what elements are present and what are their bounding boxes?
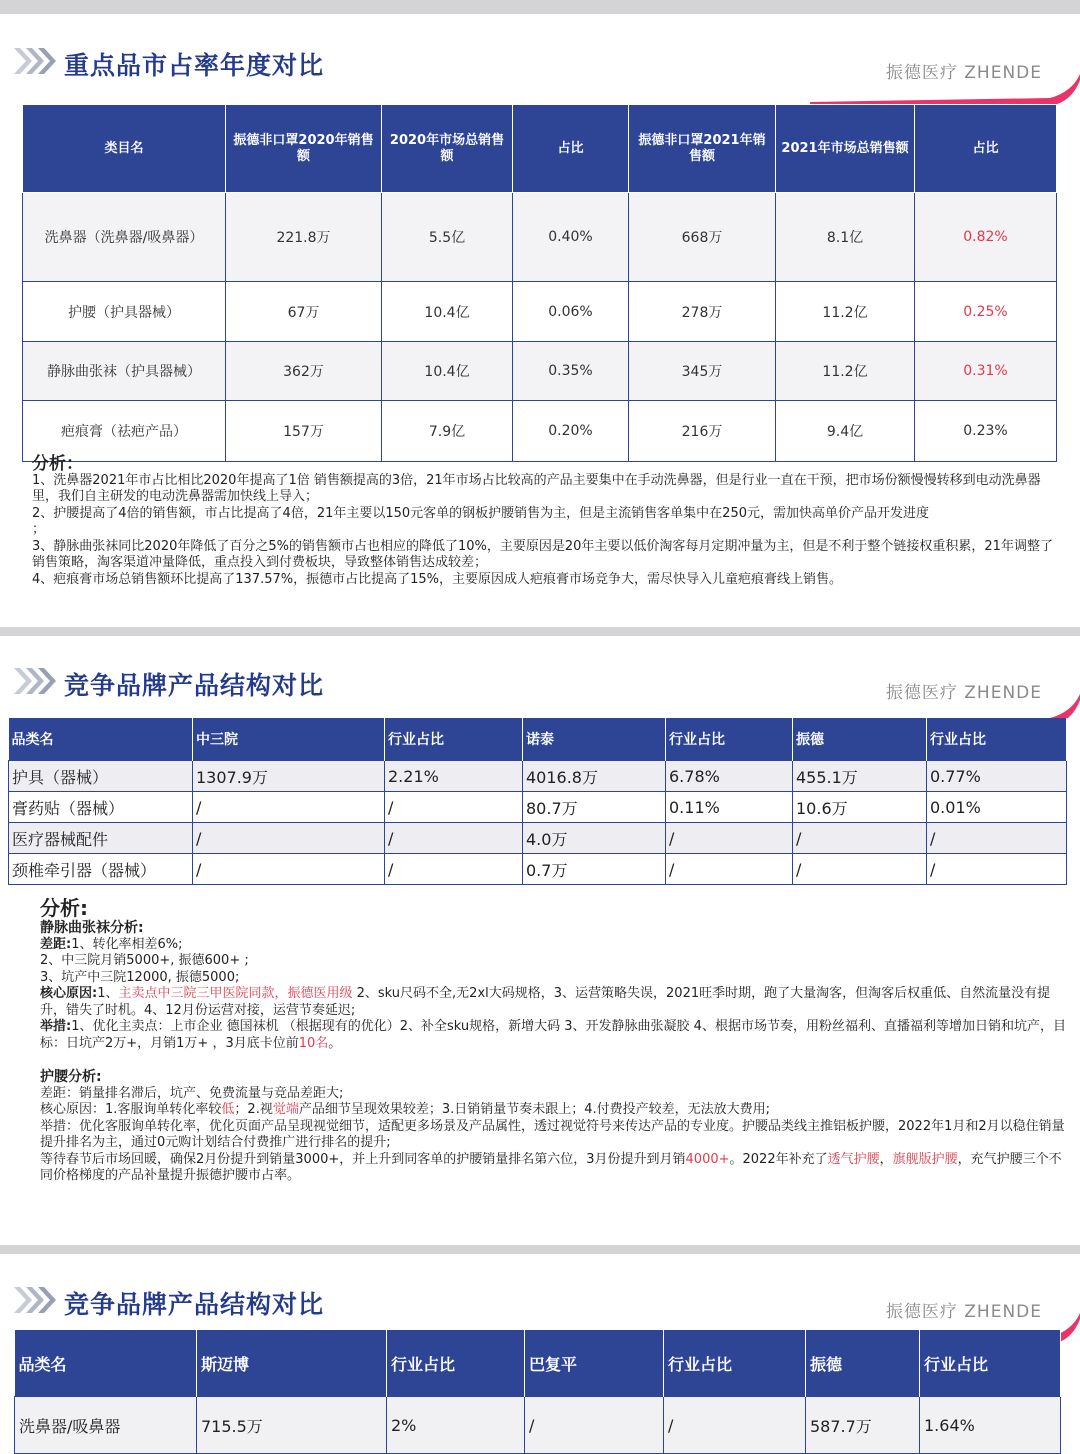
text: 产品细节呈现效果较差；3.日销销量节奏未跟上；4.付费投产较差，无法放大费用; [298, 1102, 771, 1117]
analysis-title: 分析： [32, 454, 83, 474]
column-header: 振德非口罩2020年销售额 [226, 105, 382, 193]
table-cell: 5.5亿 [382, 193, 513, 282]
table-cell: / [664, 1397, 806, 1454]
text: 等待春节后市场回暖，确保2月份提升到销量3000+，并上升到同客单的护腰销量排名第六位，3月份提升到月销 [40, 1151, 686, 1167]
table-cell: 587.7万 [806, 1397, 920, 1454]
table-cell: 7.9亿 [382, 401, 513, 462]
table-cell: 0.11% [666, 792, 793, 823]
text: ，充气护腰三个不同价格梯度的产品补量提升振德护腰市占率。 [40, 1151, 1062, 1183]
table-cell: / [193, 854, 385, 885]
analysis-line [40, 1019, 1072, 1052]
table-row [9, 761, 1067, 792]
brand-logo: 振德医疗 ZHENDE [885, 683, 1042, 703]
text: 1、优化主卖点：上市企业 德国袜机 （根据现有的优化）2、补全sku规格，新增大码 3、开发静脉曲张凝胶 4、根据市场节奏，用粉丝福利、直播福利等增加日销和坑产，目标：日坑产2万+，月销1万+ ，3月底卡位前 [40, 1019, 1066, 1051]
text: 核心原因：1.客服询单转化率较 [40, 1102, 222, 1117]
table-cell: / [793, 854, 927, 885]
table-header-row [9, 718, 1067, 761]
text: ；2.视 [234, 1102, 273, 1117]
analysis-item: 2、护腰提高了4倍的销售额，市占比提高了4倍，21年主要以150元客单的钢板护腰销售为主，但是主流销售客单集中在250元，需加快高单价产品开发进度 [32, 505, 929, 521]
table-cell: 11.2亿 [776, 342, 915, 401]
table-cell: 疤痕膏（祛疤产品） [23, 401, 226, 462]
table-row [23, 193, 1057, 282]
table-cell: 0.40% [513, 193, 629, 282]
table-cell: 345万 [629, 342, 776, 401]
top-separator [0, 0, 1080, 14]
analysis-line: 2、中三院月销5000+, 振德600+ ; [40, 953, 249, 968]
table-cell: 膏药贴（器械） [9, 792, 193, 823]
table-cell: 1.64% [920, 1397, 1061, 1454]
table-cell: 10.4亿 [382, 342, 513, 401]
table-cell: 362万 [226, 342, 382, 401]
column-header: 类目名 [23, 105, 226, 193]
highlight-text: 低 [221, 1102, 235, 1117]
page-title: 竞争品牌产品结构对比 [64, 671, 325, 700]
chevron-double-icon [12, 1283, 60, 1317]
table-cell: 静脉曲张袜（护具器械） [23, 342, 226, 401]
table-cell: / [193, 792, 385, 823]
table-cell: 护具（器械） [9, 761, 193, 792]
text: 1、 [97, 986, 119, 1001]
table-cell: / [385, 792, 523, 823]
table-cell: / [793, 823, 927, 854]
analysis-line: 举措：优化客服询单转化率，优化页面产品呈现视觉细节，适配更多场景及产品属性，透过视觉符号来传达产品的专业度。护腰品类线主推铝板护腰，2022年1月和2月以稳住销量提升排名为主，通过0元购计划结合付费推广进行排名的提升; [40, 1118, 1065, 1150]
table-cell: 0.06% [513, 282, 629, 342]
table-cell: 9.4亿 [776, 401, 915, 462]
table-cell: 80.7万 [523, 792, 666, 823]
table-row [9, 792, 1067, 823]
slide-header [0, 14, 1080, 104]
analysis-line: 差距：销量排名滞后，坑产、免费流量与竞品差距大; [40, 1085, 344, 1101]
analysis-line [40, 1152, 1072, 1185]
table-cell: 8.1亿 [776, 193, 915, 282]
table-cell: 715.5万 [197, 1397, 387, 1454]
column-header: 振德非口罩2021年销售额 [629, 105, 776, 193]
page-title: 竞争品牌产品结构对比 [64, 1290, 325, 1319]
column-header: 占比 [513, 105, 629, 193]
text: 。2022年补充了 [729, 1151, 828, 1167]
table-header-row [15, 1330, 1061, 1397]
table-cell: 10.6万 [793, 792, 927, 823]
table-cell: / [666, 854, 793, 885]
table-cell: 0.25% [915, 282, 1057, 342]
page-title: 重点品市占率年度对比 [64, 51, 325, 80]
text: 2、sku尺码不全,无2xl大码规格，3、运营策略失误，2021旺季时期，跑了大量淘客，但淘客后权重低、自然流量没有提升，错失了时机。4、12月份运营对接，运营节奏延迟; [40, 986, 1051, 1018]
text: 1、转化率相差6%; [71, 936, 183, 952]
column-header: 行业占比 [387, 1330, 525, 1397]
table-cell: 颈椎牵引器（器械） [9, 854, 193, 885]
table-cell: 0.20% [513, 401, 629, 462]
brand-logo: 振德医疗 ZHENDE [885, 63, 1042, 83]
label: 举措: [40, 1019, 72, 1034]
analysis-item: 4、疤痕膏市场总销售额环比提高了137.57%，振德市占比提高了15%，主要原因成人疤痕膏市场竞争大，需尽快导入儿童疤痕膏线上销售。 [32, 571, 843, 587]
table-row [15, 1397, 1061, 1454]
table-cell: / [525, 1397, 664, 1454]
chevron-double-icon [12, 44, 60, 78]
table-cell: 0.77% [927, 761, 1067, 792]
table-row [23, 282, 1057, 342]
column-header: 2020年市场总销售额 [382, 105, 513, 193]
table-cell: 221.8万 [226, 193, 382, 282]
table-cell: 洗鼻器/吸鼻器 [15, 1397, 197, 1454]
text: 。 [328, 1035, 342, 1051]
analysis-line [40, 986, 1072, 1019]
column-header: 振德 [806, 1330, 920, 1397]
analysis-item: 3、静脉曲张袜同比2020年降低了百分之5%的销售额市占也相应的降低了10%，主要原因是20年主要以低价淘客每月定期冲量为主，但是不利于整个链接权重积累，21年调整了销售策略，淘客渠道冲量降低，重点投入到付费板块，导致整体销售达成较差； [32, 538, 1053, 570]
table-row [23, 401, 1057, 462]
competitor-table [8, 718, 1067, 885]
column-header: 品类名 [15, 1330, 197, 1397]
table-cell: 洗鼻器（洗鼻器/吸鼻器） [23, 193, 226, 282]
table-cell: 157万 [226, 401, 382, 462]
table-cell: 10.4亿 [382, 282, 513, 342]
column-header: 行业占比 [920, 1330, 1061, 1397]
highlight-text: 主卖点中三院三甲医院同款，振德医用级 [118, 986, 353, 1001]
table-cell: 11.2亿 [776, 282, 915, 342]
column-header: 占比 [915, 105, 1057, 193]
table-cell: / [927, 823, 1067, 854]
chevron-double-icon [12, 664, 60, 698]
column-header: 巴复平 [525, 1330, 664, 1397]
column-header: 中三院 [193, 718, 385, 761]
column-header: 诺泰 [523, 718, 666, 761]
table-cell: 278万 [629, 282, 776, 342]
brand-logo: 振德医疗 ZHENDE [885, 1302, 1042, 1322]
column-header: 斯迈博 [197, 1330, 387, 1397]
section-title: 静脉曲张袜分析: [40, 920, 144, 936]
table-cell: 67万 [226, 282, 382, 342]
table-cell: 2.21% [385, 761, 523, 792]
highlight-text: 4000+ [685, 1151, 730, 1167]
table-cell: 医疗器械配件 [9, 823, 193, 854]
highlight-text: 10名 [298, 1035, 329, 1051]
table-cell: 6.78% [666, 761, 793, 792]
highlight-text: 透气护腰 [827, 1151, 880, 1167]
column-header: 行业占比 [385, 718, 523, 761]
table-cell: 0.23% [915, 401, 1057, 462]
table-cell: 2% [387, 1397, 525, 1454]
analysis-item: ； [32, 522, 46, 537]
highlight-text: 觉端 [272, 1102, 299, 1117]
table-cell: 455.1万 [793, 761, 927, 792]
table-cell: 0.31% [915, 342, 1057, 401]
slide-header [0, 634, 1080, 724]
table-header-row [23, 105, 1057, 193]
analysis-line: 3、坑产中三院12000, 振德5000; [40, 969, 240, 985]
table-cell: / [927, 854, 1067, 885]
analysis-item: 1、洗鼻器2021年市占比相比2020年提高了1倍 销售额提高的3倍，21年市场占比较高的产品主要集中在手动洗鼻器，但是行业一直在干预，把市场份额慢慢转移到电动洗鼻器里，我们自主研发的电动洗鼻器需加快线上导入； [32, 472, 1041, 504]
analysis-line [40, 937, 1072, 954]
table-cell: 4.0万 [523, 823, 666, 854]
column-header: 行业占比 [666, 718, 793, 761]
table-cell: / [385, 854, 523, 885]
table-cell: 护腰（护具器械） [23, 282, 226, 342]
table-cell: / [666, 823, 793, 854]
label: 核心原因: [40, 986, 98, 1001]
market-share-table [22, 104, 1057, 462]
table-cell: 668万 [629, 193, 776, 282]
table-cell: 0.01% [927, 792, 1067, 823]
table-row [9, 823, 1067, 854]
table-row [9, 854, 1067, 885]
table-cell: 0.35% [513, 342, 629, 401]
table-cell: 4016.8万 [523, 761, 666, 792]
label: 差距: [40, 936, 72, 952]
competitor-table-2 [14, 1330, 1061, 1454]
table-cell: 216万 [629, 401, 776, 462]
table-cell: 0.82% [915, 193, 1057, 282]
table-cell: 1307.9万 [193, 761, 385, 792]
column-header: 2021年市场总销售额 [776, 105, 915, 193]
column-header: 振德 [793, 718, 927, 761]
table-row [23, 342, 1057, 401]
analysis-block [32, 456, 1057, 588]
column-header: 行业占比 [927, 718, 1067, 761]
table-cell: / [193, 823, 385, 854]
text: ， [879, 1151, 893, 1167]
analysis-line [40, 1102, 1072, 1119]
table-cell: / [385, 823, 523, 854]
section-title: 护腰分析: [40, 1069, 102, 1085]
analysis-title: 分析: [40, 896, 88, 920]
column-header: 行业占比 [664, 1330, 806, 1397]
table-cell: 0.7万 [523, 854, 666, 885]
analysis-block [40, 896, 1072, 1185]
column-header: 品类名 [9, 718, 193, 761]
highlight-text: 旗舰版护腰 [892, 1151, 958, 1167]
